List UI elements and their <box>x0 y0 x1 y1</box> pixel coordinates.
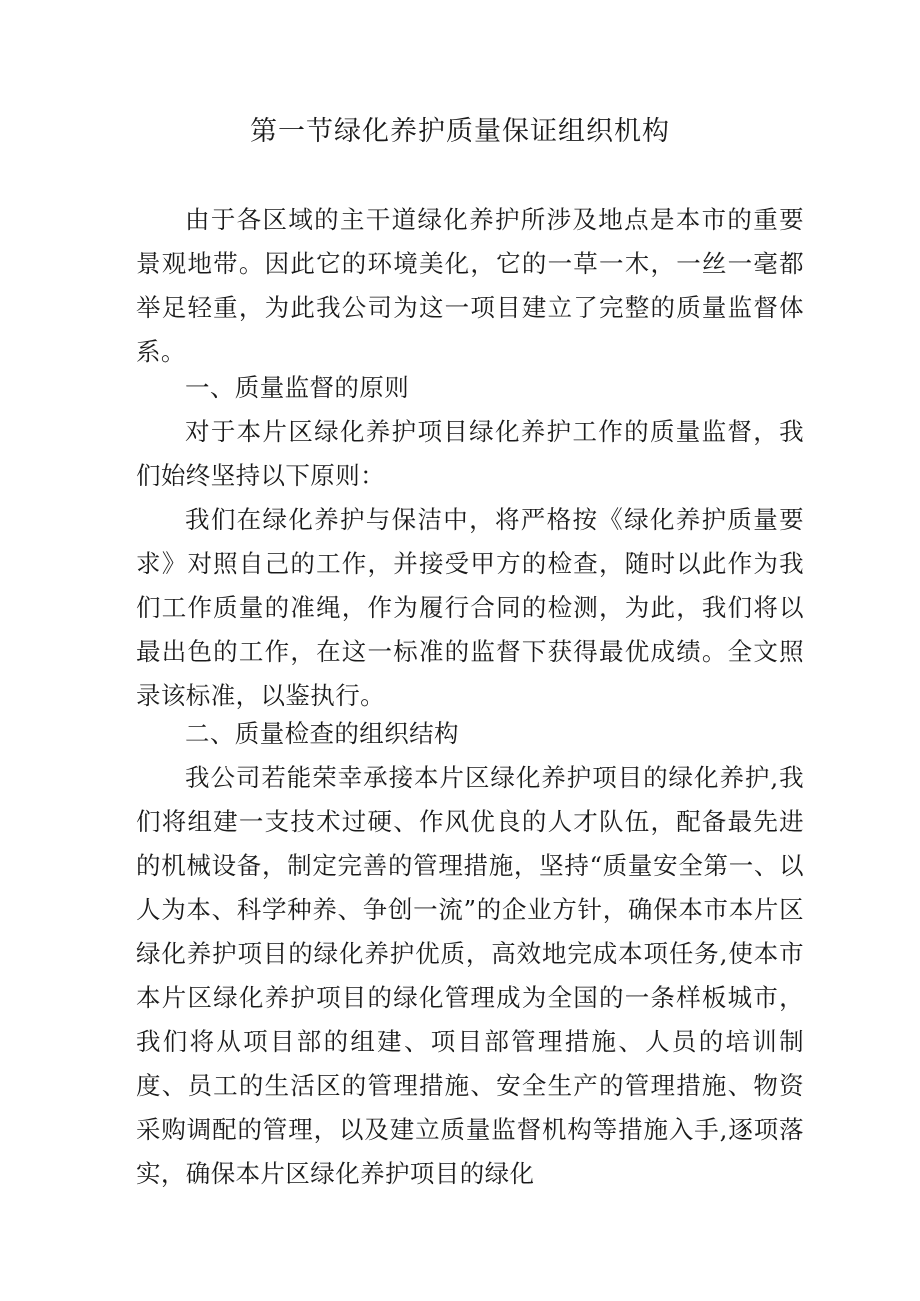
organization-paragraph: 我公司若能荣幸承接本片区绿化养护项目的绿化养护,我们将组建一支技术过硬、作风优良的人才队伍，配备最先进的机械设备，制定完善的管理措施，坚持“质量安全第一、以人为本、科学种养、争创一流”的企业方针，确保本市本片区绿化养护项目的绿化养护优质，高效地完成本项任务,使本市本片区绿化养护项目的绿化管理成为全国的一条样板城市，我们将从项目部的组建、项目部管理措施、人员的培训制度、员工的生活区的管理措施、安全生产的管理措施、物资采购调配的管理，以及建立质量监督机构等措施入手,逐项落实，确保本片区绿化养护项目的绿化 <box>136 763 804 1188</box>
intro-paragraph: 由于各区域的主干道绿化养护所涉及地点是本市的重要景观地带。因此它的环境美化，它的一草一木，一丝一毫都举足轻重，为此我公司为这一项目建立了完整的质量监督体系。 <box>136 205 804 366</box>
principles-paragraph-2: 我们在绿化养护与保洁中，将严格按《绿化养护质量要求》对照自己的工作，并接受甲方的检查，随时以此作为我们工作质量的准绳，作为履行合同的检测，为此，我们将以最出色的工作，在这一标准的监督下获得最优成绩。全文照录该标准，以鉴执行。 <box>136 505 804 710</box>
document-title: 第一节绿化养护质量保证组织机构 <box>250 116 670 147</box>
section-heading-organization: 二、质量检查的组织结构 <box>185 719 459 748</box>
section-heading-principles: 一、质量监督的原则 <box>185 373 410 402</box>
principles-paragraph-1: 对于本片区绿化养护项目绿化养护工作的质量监督，我们始终坚持以下原则： <box>136 417 804 490</box>
